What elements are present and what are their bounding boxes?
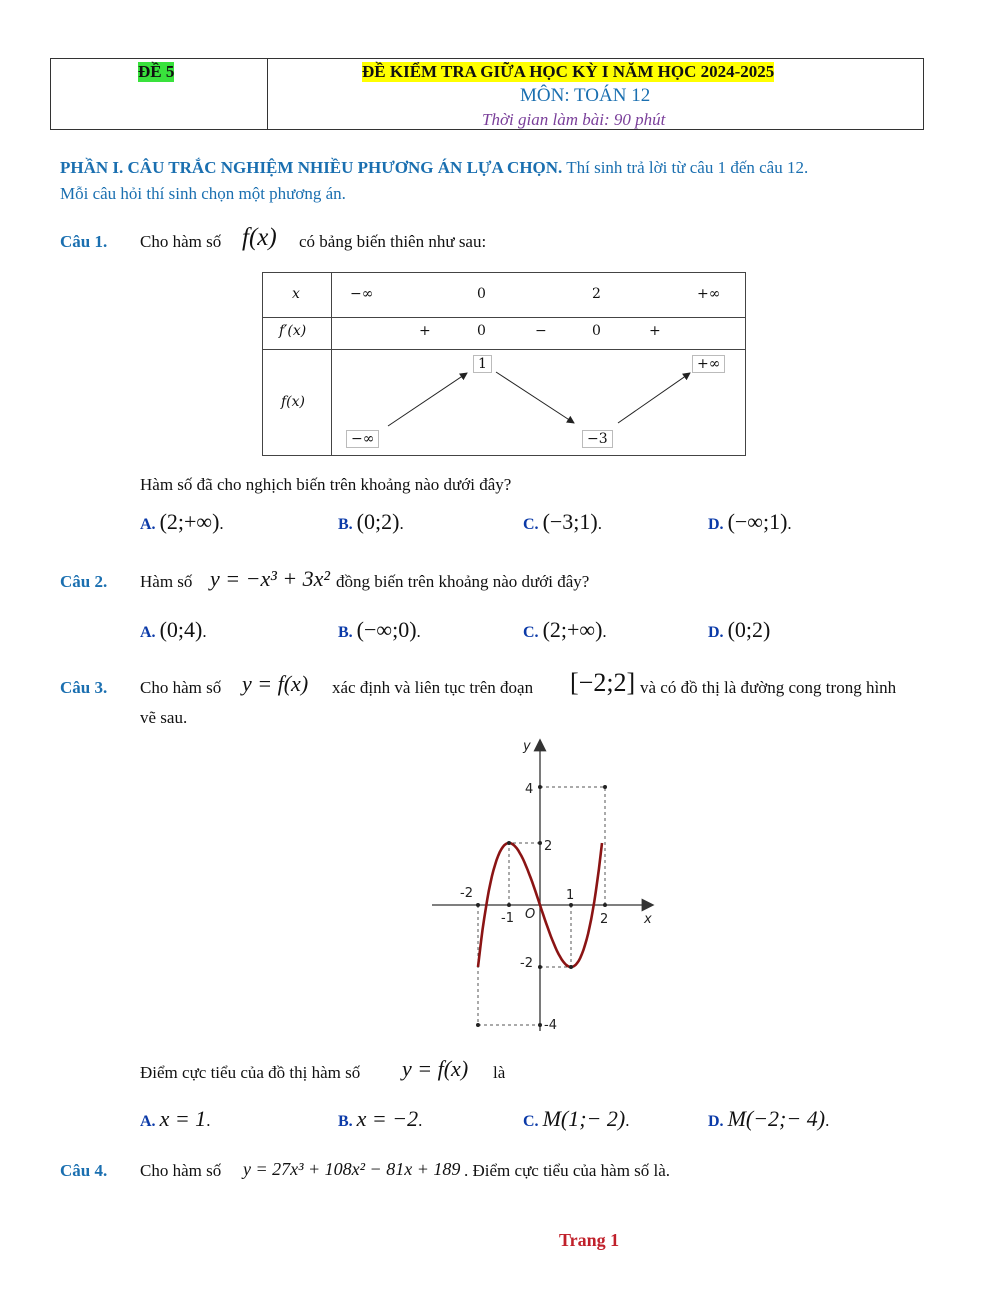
q1-option-b-value: (0;2) <box>356 509 400 534</box>
vt-sign-0: + <box>419 323 431 339</box>
q1-option-d-letter: D. <box>708 516 724 533</box>
q2-option-b-end: . <box>416 622 421 641</box>
vt-f-0: −∞ <box>346 430 379 448</box>
q1-option-c[interactable] <box>523 509 602 535</box>
graph-label-ym4: -4 <box>544 1018 557 1033</box>
variation-arrows <box>262 272 746 456</box>
q3-text-a: Cho hàm số <box>140 678 222 697</box>
graph-label-xm1: -1 <box>501 911 514 926</box>
graph-label-y2: 2 <box>544 839 553 854</box>
exam-time: Thời gian làm bài: 90 phút <box>482 110 666 129</box>
q1-option-a-letter: A. <box>140 516 156 533</box>
q3-option-a[interactable] <box>140 1106 210 1132</box>
vt-sign-1: 0 <box>477 323 486 339</box>
page-number: Trang 1 <box>559 1230 620 1250</box>
graph-label-xm2: -2 <box>460 886 473 901</box>
q2-text-a: Hàm số <box>140 572 193 591</box>
q2-option-a[interactable] <box>140 617 207 643</box>
graph-label-x2: 2 <box>600 912 609 927</box>
arrow-up-1 <box>388 373 467 426</box>
q3-option-b-letter: B. <box>338 1113 353 1130</box>
q2-option-c[interactable] <box>523 617 607 643</box>
function-graph <box>420 735 670 1040</box>
q2-option-b[interactable] <box>338 617 421 643</box>
vt-sign-3: 0 <box>592 323 601 339</box>
q2-option-d-value: (0;2) <box>727 617 771 642</box>
arrow-down <box>496 372 574 423</box>
q3-option-c-letter: C. <box>523 1113 539 1130</box>
q3-option-d-letter: D. <box>708 1113 724 1130</box>
q2-option-b-value: (−∞;0) <box>356 617 417 642</box>
q1-option-b[interactable] <box>338 509 404 535</box>
q2-option-d[interactable] <box>708 617 770 643</box>
q3-option-b-end: . <box>418 1111 423 1130</box>
q4-text-a: Cho hàm số <box>140 1161 222 1180</box>
graph-axis-x: x <box>644 912 652 927</box>
q3-option-c-end: . <box>625 1111 630 1130</box>
vt-x-2: 2 <box>592 286 601 302</box>
q3-option-d-end: . <box>825 1111 830 1130</box>
q3-label: Câu 3. <box>60 678 108 697</box>
q3-question-formula: y = f(x) <box>402 1056 469 1081</box>
q3-option-a-value: x = 1 <box>159 1106 207 1131</box>
vt-x-0: −∞ <box>350 286 374 302</box>
part1-heading-line <box>60 158 940 178</box>
q3-option-a-letter: A. <box>140 1113 156 1130</box>
q2-option-a-end: . <box>202 622 207 641</box>
vt-f-3: +∞ <box>692 355 725 373</box>
q1-label: Câu 1. <box>60 232 108 251</box>
q3-text-c: và có đồ thị là đường cong trong hình <box>640 678 897 697</box>
q2-formula: y = −x³ + 3x² <box>210 566 331 591</box>
q2-option-c-letter: C. <box>523 624 539 641</box>
q3-text-b: xác định và liên tục trên đoạn <box>332 678 534 697</box>
q3-interval: [−2;2] <box>570 668 636 697</box>
q1-text-b: có bảng biến thiên như sau: <box>299 232 487 251</box>
q1-option-d[interactable] <box>708 509 792 535</box>
q4-label: Câu 4. <box>60 1161 108 1180</box>
q4-text-b: . Điểm cực tiểu của hàm số là. <box>464 1161 671 1180</box>
vt-sign-4: + <box>649 323 661 339</box>
graph-label-y4: 4 <box>525 782 534 797</box>
part1-heading: PHẦN I. CÂU TRẮC NGHIỆM NHIỀU PHƯƠNG ÁN LỰA CHỌN. <box>60 158 563 177</box>
arrow-up-2 <box>618 373 690 423</box>
q3-option-a-end: . <box>206 1111 211 1130</box>
q1-option-a-end: . <box>219 514 224 533</box>
q2-text-b: đồng biến trên khoảng nào dưới đây? <box>336 572 590 591</box>
q1-option-b-end: . <box>399 514 404 533</box>
q2-option-a-letter: A. <box>140 624 156 641</box>
q3-option-d-value: M(−2;− 4) <box>727 1106 826 1131</box>
q3-option-d[interactable] <box>708 1106 829 1132</box>
q4-formula: y = 27x³ + 108x² − 81x + 189 <box>243 1159 461 1179</box>
graph-origin: O <box>525 907 536 922</box>
q3-option-c-value: M(1;− 2) <box>542 1106 626 1131</box>
vt-row-f: f(x) <box>281 394 306 410</box>
exam-title: ĐỀ KIỂM TRA GIỮA HỌC KỲ I NĂM HỌC 2024-2025 <box>362 62 775 81</box>
q1-option-a[interactable] <box>140 509 224 535</box>
q1-option-d-value: (−∞;1) <box>727 509 788 534</box>
q2-option-b-letter: B. <box>338 624 353 641</box>
q1-fx: f(x) <box>242 224 277 251</box>
vt-row-x: x <box>292 286 300 302</box>
vt-x-3: +∞ <box>697 286 721 302</box>
q2-option-a-value: (0;4) <box>159 617 203 642</box>
header-divider <box>267 59 268 129</box>
vt-x-1: 0 <box>477 286 486 302</box>
vt-f-2: −3 <box>582 430 613 448</box>
q1-question: Hàm số đã cho nghịch biến trên khoảng nào dưới đây? <box>140 475 512 494</box>
q1-option-a-value: (2;+∞) <box>159 509 220 534</box>
q3-option-b[interactable] <box>338 1106 422 1132</box>
exam-subject: MÔN: TOÁN 12 <box>520 85 651 106</box>
q1-option-c-value: (−3;1) <box>542 509 598 534</box>
q3-question-a: Điểm cực tiểu của đồ thị hàm số <box>140 1063 361 1082</box>
part1-instruction2: Mỗi câu hỏi thí sinh chọn một phương án. <box>60 184 346 203</box>
part1-instruction: Thí sinh trả lời từ câu 1 đến câu 12. <box>562 158 809 177</box>
q2-option-c-value: (2;+∞) <box>542 617 603 642</box>
q3-question-b: là <box>493 1063 506 1082</box>
q3-text-d: vẽ sau. <box>140 708 188 727</box>
q1-option-d-end: . <box>787 514 792 533</box>
graph-label-x1: 1 <box>566 888 575 903</box>
q1-text-a: Cho hàm số <box>140 232 222 251</box>
q3-formula: y = f(x) <box>242 671 309 696</box>
vt-f-1: 1 <box>473 355 492 373</box>
q2-option-c-end: . <box>602 622 607 641</box>
graph-label-ym2: -2 <box>520 956 533 971</box>
q1-option-b-letter: B. <box>338 516 353 533</box>
exam-code: ĐỀ 5 <box>138 62 175 81</box>
q1-option-c-letter: C. <box>523 516 539 533</box>
vt-sign-2: − <box>535 323 547 339</box>
q3-option-b-value: x = −2 <box>356 1106 419 1131</box>
q2-label: Câu 2. <box>60 572 108 591</box>
vt-row-fp: f′(x) <box>279 323 307 339</box>
q2-option-d-letter: D. <box>708 624 724 641</box>
graph-axis-y: y <box>523 739 531 754</box>
q1-option-c-end: . <box>597 514 602 533</box>
q3-option-c[interactable] <box>523 1106 629 1132</box>
